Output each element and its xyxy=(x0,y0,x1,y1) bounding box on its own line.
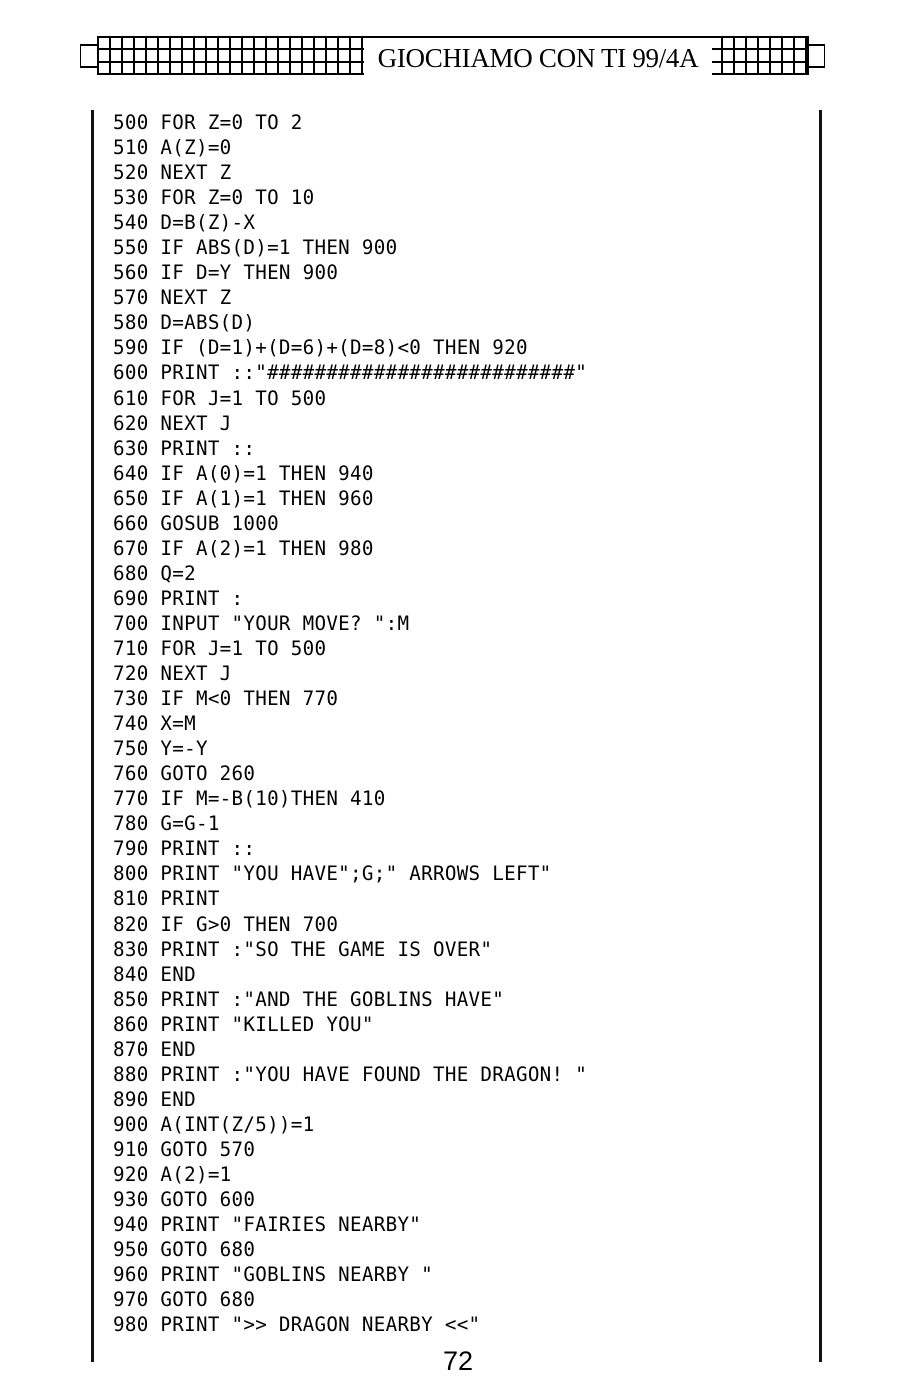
code-line: 590 IF (D=1)+(D=6)+(D=8)<0 THEN 920 xyxy=(113,336,528,360)
code-line: 950 GOTO 680 xyxy=(113,1238,256,1262)
code-line: 730 IF M<0 THEN 770 xyxy=(113,687,339,711)
code-line: 700 INPUT "YOUR MOVE? ":M xyxy=(113,611,410,635)
code-line: 820 IF G>0 THEN 700 xyxy=(113,912,339,936)
code-line: 560 IF D=Y THEN 900 xyxy=(113,261,339,285)
code-line: 980 PRINT ">> DRAGON NEARBY <<" xyxy=(113,1313,481,1337)
code-line: 650 IF A(1)=1 THEN 960 xyxy=(113,486,374,510)
code-line: 740 X=M xyxy=(113,712,196,736)
code-line: 630 PRINT :: xyxy=(113,436,256,460)
code-line: 940 PRINT "FAIRIES NEARBY" xyxy=(113,1213,422,1237)
left-margin-rule xyxy=(91,110,94,1362)
code-line: 710 FOR J=1 TO 500 xyxy=(113,636,327,660)
basic-program-listing xyxy=(113,110,813,1337)
code-line: 840 END xyxy=(113,962,196,986)
code-line: 500 FOR Z=0 TO 2 xyxy=(113,111,303,134)
code-line: 850 PRINT :"AND THE GOBLINS HAVE" xyxy=(113,987,505,1011)
code-line: 690 PRINT : xyxy=(113,586,244,610)
code-line: 790 PRINT :: xyxy=(113,837,256,861)
code-line: 830 PRINT :"SO THE GAME IS OVER" xyxy=(113,937,493,961)
code-line: 770 IF M=-B(10)THEN 410 xyxy=(113,787,386,811)
code-line: 640 IF A(0)=1 THEN 940 xyxy=(113,461,374,485)
code-line: 610 FOR J=1 TO 500 xyxy=(113,386,327,410)
code-line: 510 A(Z)=0 xyxy=(113,136,232,160)
code-line: 550 IF ABS(D)=1 THEN 900 xyxy=(113,236,398,260)
code-line: 530 FOR Z=0 TO 10 xyxy=(113,186,315,210)
code-line: 800 PRINT "YOU HAVE";G;" ARROWS LEFT" xyxy=(113,862,552,886)
code-line: 960 PRINT "GOBLINS NEARBY " xyxy=(113,1263,433,1287)
code-line: 680 Q=2 xyxy=(113,561,196,585)
code-line: 660 GOSUB 1000 xyxy=(113,511,279,535)
header-title: GIOCHIAMO CON TI 99/4A xyxy=(364,38,712,78)
page-number: 72 xyxy=(442,1346,474,1376)
code-line: 870 END xyxy=(113,1037,196,1061)
code-line: 890 END xyxy=(113,1087,196,1111)
code-line: 720 NEXT J xyxy=(113,662,232,686)
code-line: 920 A(2)=1 xyxy=(113,1162,232,1186)
code-line: 930 GOTO 600 xyxy=(113,1188,256,1212)
code-line: 970 GOTO 680 xyxy=(113,1288,256,1312)
code-line: 570 NEXT Z xyxy=(113,286,232,310)
page-header xyxy=(80,30,825,82)
code-line: 540 D=B(Z)-X xyxy=(113,211,256,235)
code-line: 520 NEXT Z xyxy=(113,161,232,185)
right-margin-rule xyxy=(819,110,822,1362)
code-line: 880 PRINT :"YOU HAVE FOUND THE DRAGON! " xyxy=(113,1062,588,1086)
code-line: 810 PRINT xyxy=(113,887,220,911)
code-line: 600 PRINT ::"##########################" xyxy=(113,361,588,385)
code-line: 670 IF A(2)=1 THEN 980 xyxy=(113,536,374,560)
code-line: 900 A(INT(Z/5))=1 xyxy=(113,1112,315,1136)
code-line: 580 D=ABS(D) xyxy=(113,311,256,335)
code-line: 860 PRINT "KILLED YOU" xyxy=(113,1012,374,1036)
code-line: 760 GOTO 260 xyxy=(113,762,256,786)
code-line: 780 G=G-1 xyxy=(113,812,220,836)
code-line: 620 NEXT J xyxy=(113,411,232,435)
code-line: 910 GOTO 570 xyxy=(113,1137,256,1161)
code-line: 750 Y=-Y xyxy=(113,737,208,761)
